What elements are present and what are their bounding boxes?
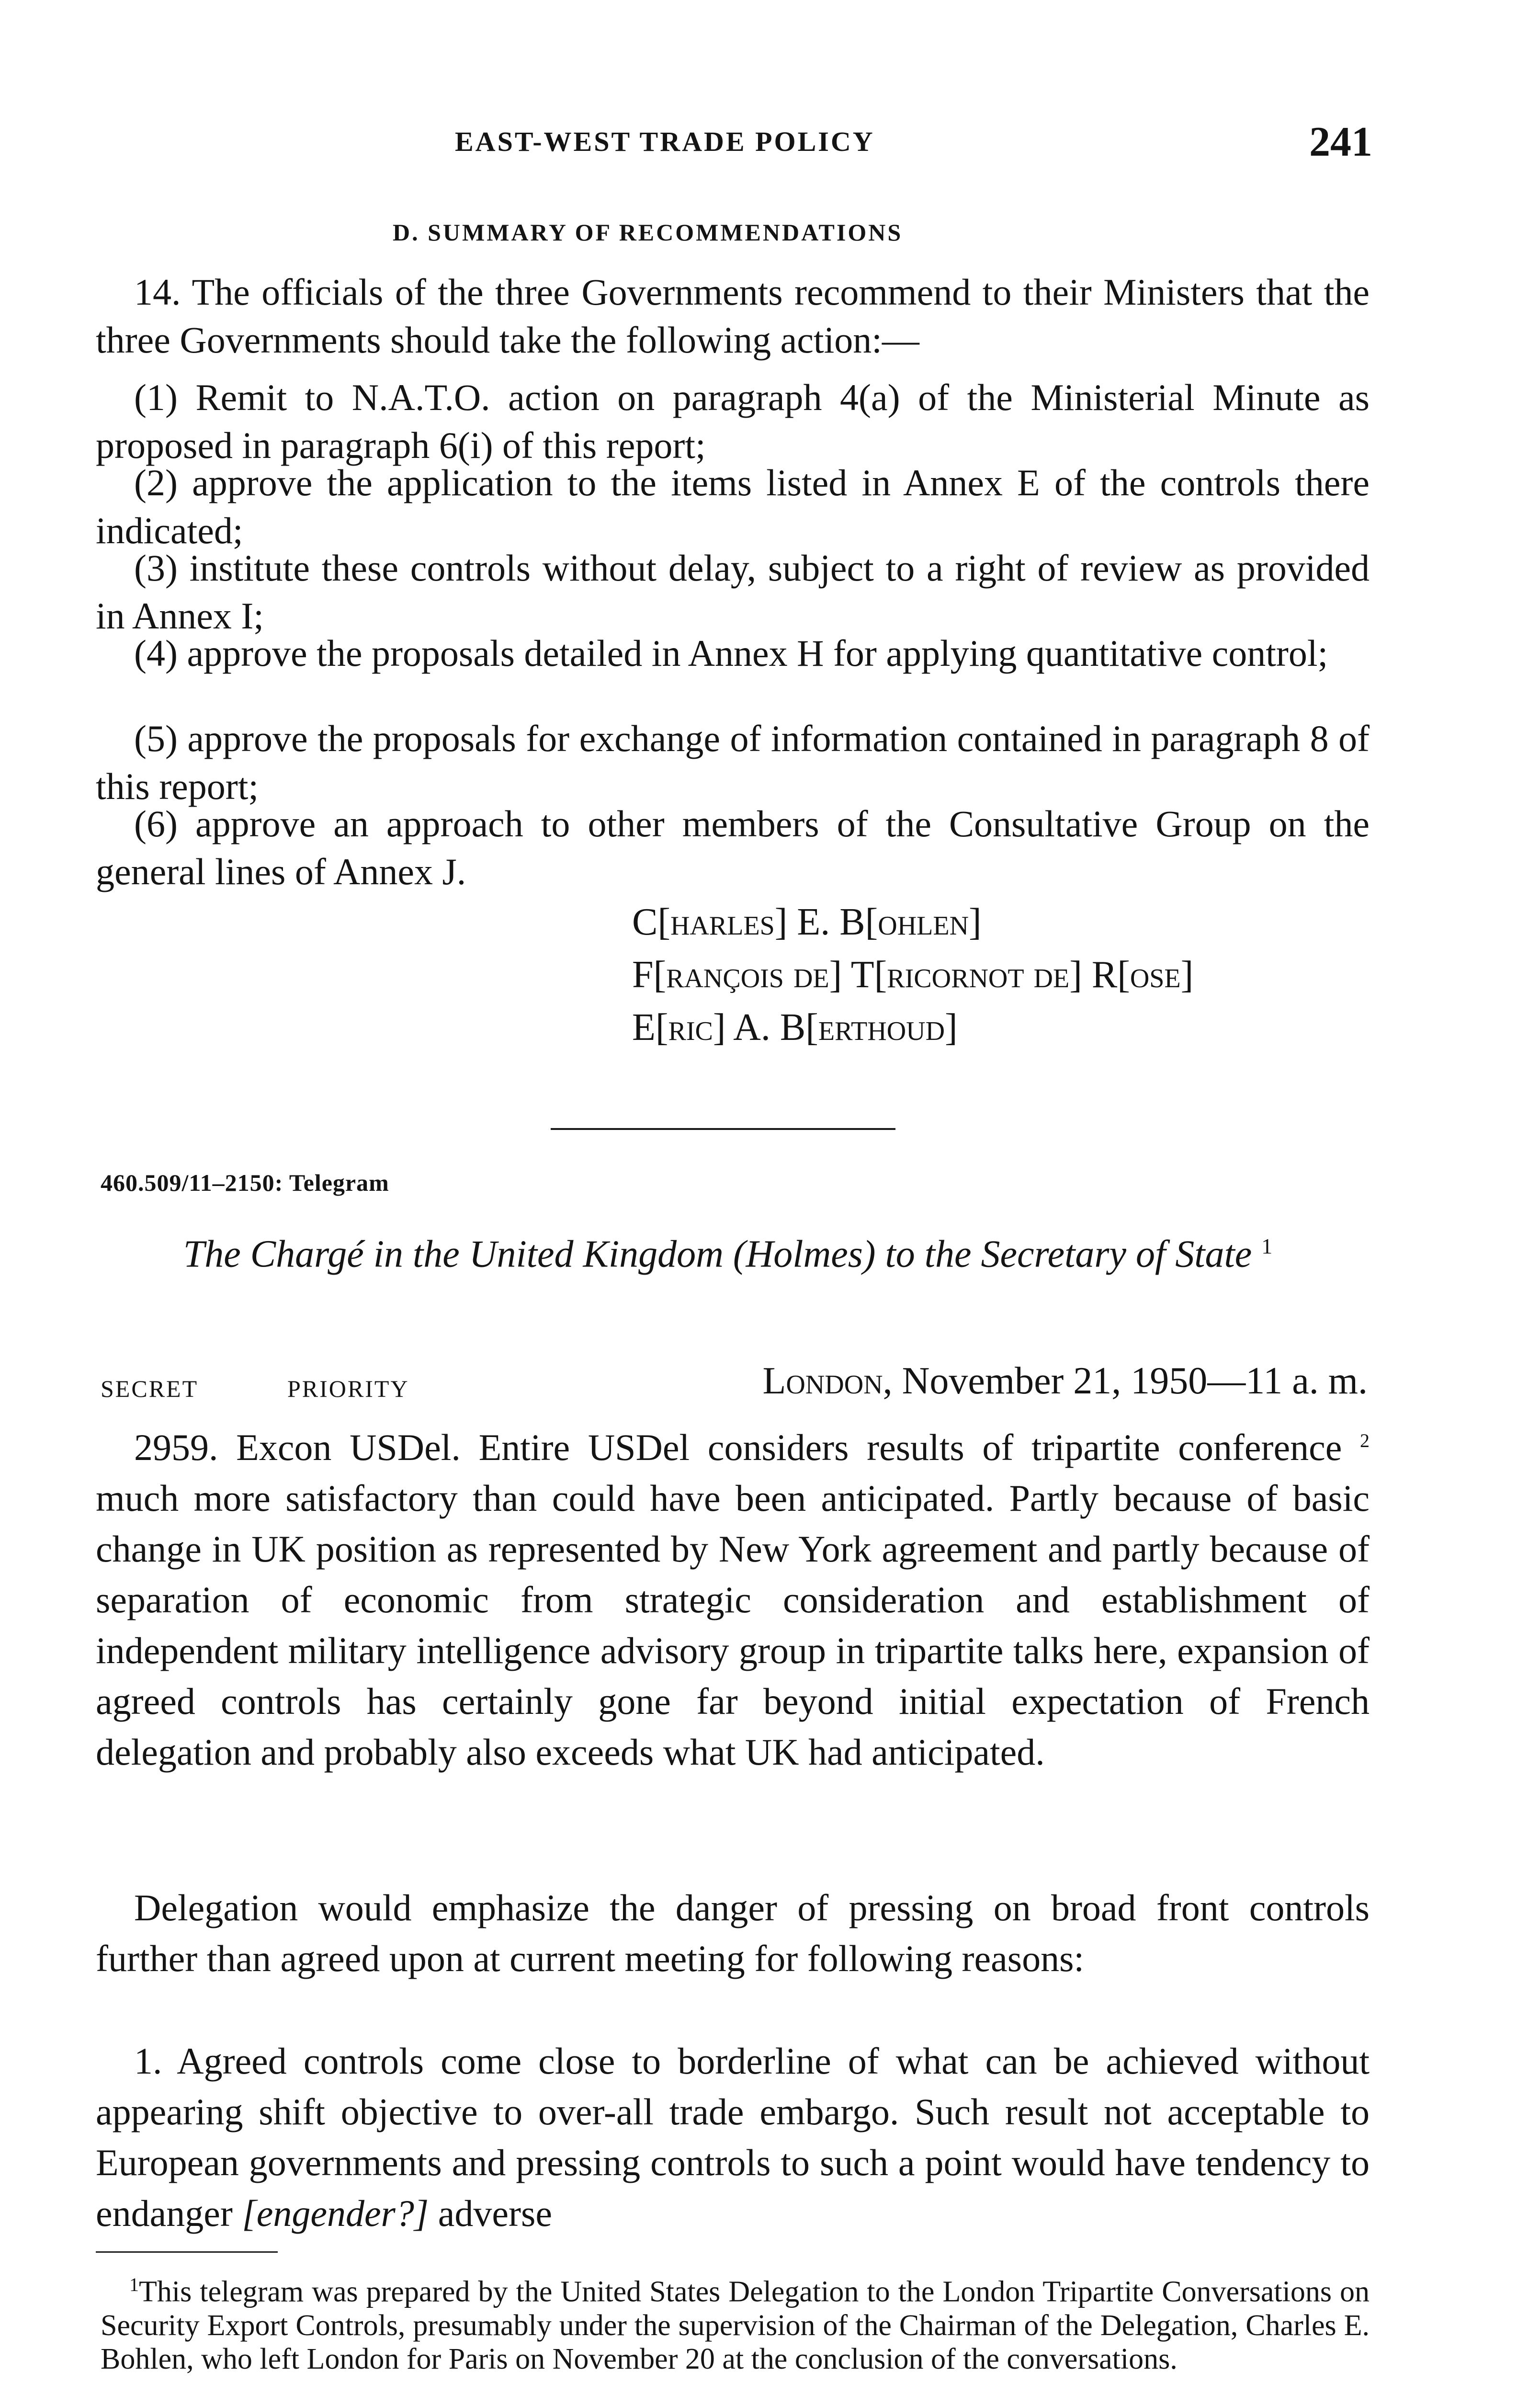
footnote-1-text: This telegram was prepared by the United States Delegation to the London Tripartite Conversations on Security Export Controls, presumably under the supervision of the Chairman of the Delegation, Charles E. Bohlen, who left London for Paris on November 20 at the conclusion of the conversations. (101, 2275, 1370, 2375)
document-id: 460.509/11–2150: Telegram (101, 1169, 389, 1196)
footnote-marker-2: 2 (1360, 1430, 1370, 1451)
footnote-1 (101, 2268, 1370, 2376)
classification: SECRET (101, 1375, 199, 1402)
section-heading: D. SUMMARY OF RECOMMENDATIONS (393, 219, 903, 246)
recommendation-intro: 14. The officials of the three Governments recommend to their Ministers that the three Governments should take the following action:— (96, 271, 1370, 361)
telegram-paragraph-1-start: 2959. Excon USDel. Entire USDel considers results of tripartite conference (134, 1426, 1342, 1468)
telegram-paragraph-1-rest: much more satisfactory than could have been anticipated. Partly because of basic change in UK position as represented by New York agreement and partly because of separation of economic from strategic consideration and establishment of independent military intelligence advisory group in tripartite talks here, expansion of agreed controls has certainly gone far beyond initial expectation of French delegation and probably also exceeds what UK had anticipated. (96, 1477, 1370, 1773)
signature-block (632, 896, 1193, 1054)
recommendation-item-3: (3) institute these controls without delay, subject to a right of review as provided in Annex I; (96, 547, 1370, 637)
running-head: EAST-WEST TRADE POLICY (455, 126, 875, 157)
recommendation-item-1: (1) Remit to N.A.T.O. action on paragraph 4(a) of the Ministerial Minute as proposed in paragraph 6(i) of this report; (96, 376, 1370, 466)
telegram-paragraph-3 (96, 2036, 1370, 2239)
recommendation-item-6: (6) approve an approach to other members of the Consultative Group on the general lines of Annex J. (96, 803, 1370, 892)
recommendation-item-4: (4) approve the proposals detailed in Annex H for applying quantitative control; (134, 632, 1328, 674)
priority: PRIORITY (287, 1375, 409, 1402)
signature-berthoud: E[ric] A. B[erthoud] (632, 1006, 958, 1049)
place: London, (762, 1360, 893, 1402)
editorial-insertion: [engender?] (242, 2192, 429, 2234)
recommendation-item-5: (5) approve the proposals for exchange of information contained in paragraph 8 of this report; (96, 718, 1370, 807)
date: November 21, 1950—11 a. m. (902, 1360, 1368, 1402)
title-footnote-marker: 1 (1261, 1234, 1273, 1258)
page-number: 241 (1309, 119, 1372, 165)
telegram-paragraph-1 (96, 1415, 1370, 1778)
footnote-1-number: 1 (129, 2274, 139, 2295)
footnote-rule (96, 2251, 278, 2253)
signature-bohlen: C[harles] E. B[ohlen] (632, 901, 982, 943)
section-divider (551, 1128, 895, 1130)
signature-rose: F[rançois de] T[ricornot de] R[ose] (632, 954, 1194, 996)
telegram-paragraph-3-end: adverse (438, 2192, 552, 2234)
document-title (101, 1221, 1355, 1279)
telegram-paragraph-3-text: 1. Agreed controls come close to borderline of what can be achieved without appearing shift objective to over-all trade embargo. Such result not acceptable to European governments and pressing controls to such a point would have tendency to endanger (96, 2040, 1370, 2234)
dateline (763, 1359, 1368, 1403)
document-title-text: The Chargé in the United Kingdom (Holmes) to the Secretary of State (183, 1233, 1252, 1276)
recommendation-item-2: (2) approve the application to the items listed in Annex E of the controls there indicated; (96, 462, 1370, 551)
telegram-paragraph-2: Delegation would emphasize the danger of pressing on broad front controls further than agreed upon at current meeting for following reasons: (96, 1887, 1370, 1979)
